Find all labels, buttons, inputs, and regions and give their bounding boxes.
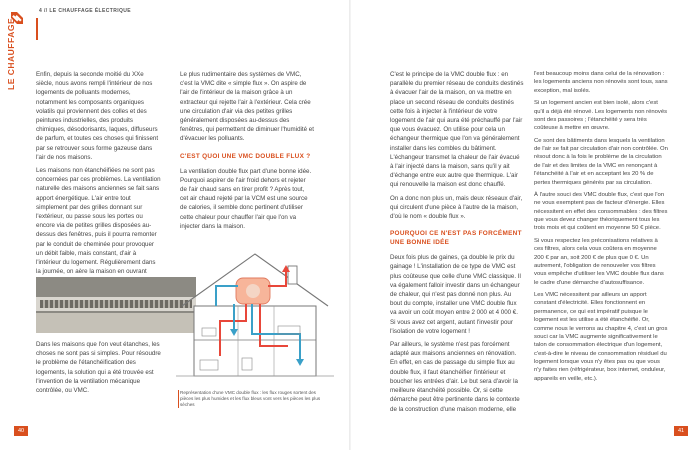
- flow-red: [268, 270, 286, 286]
- right-column-1: [390, 70, 524, 418]
- paragraph: Deux fois plus de gaines, ça double le prix du gainage ! L'installation de ce type de VMC est plus coûteuse que celle d'une VMC classique. Il va également falloir investir dans un échangeur de chaleur, qui n'est pas donné non plus. Au bout du compte, installer une VMC double flux va avoir un coût moyen entre 2 000 et 4 000 €. Si vous avez cet argent, autant l'investir pour l'isolation de votre logement !: [390, 254, 521, 335]
- right-page: [350, 0, 700, 450]
- paragraph: Par ailleurs, le système n'est pas forcément adapté aux maisons anciennes en rénovation. En effet, en cas de passage du simple flux au double flux, il faut étanchéifier l'intérieur et boucher les entrées d'air. Le but sera d'avoir la meilleure étanchéité possible. Or, si cette démarche peut être pertinente dans le contexte de la construction d'une maison moderne, elle: [390, 341, 520, 413]
- paragraph: Le plus rudimentaire des systèmes de VMC, c'est la VMC dite « simple flux ». On aspire de l'air de l'intérieur de la maison grâce à un extracteur qui rejette l'air à l'extérieur. Cela crée une circulation d'air via des petites grilles généralement disposées au-dessus des fenêtres, qui permettent de diminuer l'humidité et d'évacuer les polluants.: [180, 71, 314, 143]
- left-column-2: [180, 70, 314, 235]
- house-walls: [194, 306, 316, 376]
- left-column-1: [36, 70, 162, 308]
- paragraph: Si vous respectez les préconisations relatives à ces filtres, alors cela vous coûtera en moyenne 200 € par an, soit 200 € de plus que 0 €. Un autrement, l'obligation de renouveler vos filtres vous empêche d'utiliser les VMC double flux dans le cadre d'une démarche d'autosuffisance.: [534, 237, 664, 286]
- left-column-1-bottom: [36, 340, 162, 399]
- paragraph: Enfin, depuis la seconde moitié du XXe siècle, nous avons rempli l'intérieur de nos logements de polluants modernes, notamment les composants organiques volatils qui proviennent des colles et des peintures industrielles, des produits chimiques, désodorisants, laques, diffuseurs de parfum, et toutes ces choses qui finissent par se retrouver sous forme gazeuse dans l'air de nos maisons.: [36, 71, 159, 161]
- chapter-tab: [0, 0, 30, 95]
- page-number-right: 41: [674, 426, 688, 436]
- paragraph: Ce sont des bâtiments dans lesquels la ventilation de l'air se fait par circulation d'air non contrôlée. On résout donc à la fois le problème de la circulation de l'air et des limites de la VMC en renonçant à l'étanchéité à l'air et en acceptant les 20 % de pertes thermiques générés par sa circulation.: [534, 137, 668, 186]
- vent-grille-photo: [36, 277, 196, 333]
- section-heading-text: POURQUOI CE N'EST PAS FORCÉMENT UNE BONNE IDÉE: [390, 230, 522, 247]
- chapter-side-label: LE CHAUFFAGE: [6, 17, 16, 90]
- page-number-left: 40: [14, 426, 28, 436]
- paragraph: Dans les maisons que l'on veut étanches, les choses ne sont pas si simples. Pour résoudre le problème de l'étanchéification des logements, la solution qui a été trouvée est l'invention de la ventilation mécanique contrôlée, ou VMC.: [36, 341, 161, 395]
- vmc-double-flux-diagram: [176, 246, 334, 386]
- running-head: 4 // LE CHAUFFAGE ÉLECTRIQUE: [39, 8, 132, 14]
- paragraph: Si un logement ancien est bien isolé, alors c'est qu'il a déjà été rénové. Les logements non rénovés sont des passoires ; l'étanchéité y sera très coûteuse à mettre en œuvre.: [534, 100, 668, 132]
- flow-blue: [216, 286, 238, 306]
- right-column-2: [534, 70, 668, 387]
- paragraph: l'est beaucoup moins dans celui de la rénovation : les logements anciens non rénovés sont tous, sans exception, mal isolés.: [534, 71, 668, 94]
- paragraph: On a donc non plus un, mais deux réseaux d'air, qui circulent d'une pièce à l'autre de la maison, d'où le nom « double flux ».: [390, 194, 523, 221]
- paragraph: À l'autre souci des VMC double flux, c'est que l'on ne vous exemptent pas de facteur d'énergie. Elles nécessitent en effet des consommables : des filtres que vous devez changer théoriquement tous les trois mois et qui coûtent en moyenne 50 € pièce.: [534, 191, 668, 232]
- diagram-caption: Représentation d'une VMC double flux : les flux rouges sortent des pièces les plus humides et les flux bleus vont vers les pièces les plus sèches: [180, 390, 321, 408]
- paragraph: C'est le principe de la VMC double flux : en parallèle du premier réseau de conduits destinés à évacuer l'air de la maison, on va mettre en place un second réseau de conduits destinés cette fois à injecter à l'intérieur de votre logement de l'air qui aura été préchauffé par l'air que vous évacuez. On utilise pour cela un échangeur thermique que l'on va généralement installer dans les combles du bâtiment. L'échangeur transmet la chaleur de l'air évacué à l'air injecté dans la maison, sans qu'il y ait d'échange entre eux autre que thermique. L'air qui renouvelle la maison est donc chauffé.: [390, 71, 524, 189]
- accent-rule: [36, 18, 38, 40]
- chimney: [288, 266, 297, 284]
- section-heading: [390, 229, 524, 247]
- section-heading: [180, 152, 314, 161]
- paragraph: Les maisons non étanchéifiées ne sont pas concernées par ces problèmes. La ventilation naturelle des maisons anciennes se fait sans apport énergétique. L'air entre tout simplement par des grilles donnant sur l'extérieur, ou passe sous les portes ou encore via de petites grilles disposées au-dessus des fenêtres, puis il pourra remonter par le conduit de cheminée pour provoquer un débit faible, mais constant, d'air à l'intérieur du logement. Régulièrement dans la journée, on aère la maison en ouvrant: [36, 167, 161, 276]
- paragraph: La ventilation double flux part d'une bonne idée. Pourquoi aspirer de l'air froid dehors et rejeter de l'air chaud sans en tirer profit ? Après tout, cet air chaud rejeté par la VCM est une source de calories, il semble donc pertinent d'utiliser cette chaleur pour chauffer l'air que l'on va injecter dans la maison.: [180, 167, 312, 230]
- caption-marker: [178, 390, 179, 408]
- paragraph: Les VMC nécessitent par ailleurs un apport constant d'électricité. Elles fonctionnent en permanence, ce qui est impératif puisque le logement est les utilise a été étanchéifié. Or, comme nous le verrons au chapitre 4, c'est un gros souci car la VMC augmente significativement le talon de consommation électrique d'un logement, c'est-à-dire le niveau de consommation résiduel du logement lorsque vous n'y êtes pas ou que vous n'y faites rien (réfrigérateur, box internet, onduleur, appareils en veille, etc.).: [534, 292, 668, 382]
- section-heading-text: C'EST QUOI UNE VMC DOUBLE FLUX ?: [180, 152, 311, 160]
